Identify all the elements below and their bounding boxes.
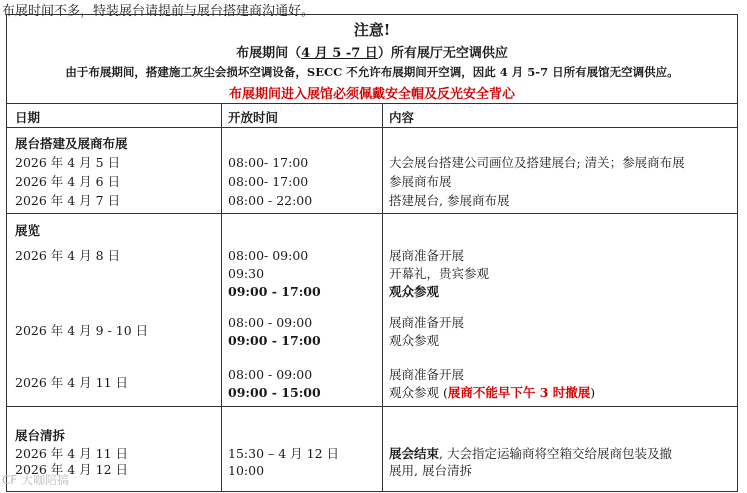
content-cell: 大会展台搭建公司画位及搭建展台; 清关；参展商布展 xyxy=(389,155,685,170)
section-exhibition-title: 展览 xyxy=(15,223,41,238)
divider xyxy=(7,213,737,214)
schedule-table xyxy=(6,14,738,492)
notice-safety: 布展期间进入展馆必须佩戴安全帽及反光安全背心 xyxy=(228,87,515,102)
watermark: CF 大咖陪搞 xyxy=(2,473,70,487)
teardown-warning: 展商不能早下午 3 时撤展 xyxy=(447,385,591,400)
date-cell: 2026 年 4 月 5 日 xyxy=(15,155,121,170)
content-text: , 大会指定运输商将空箱交给展商包装及撤 xyxy=(439,446,672,461)
content-cell: 展商准备开展 xyxy=(389,248,465,263)
date-cell: 2026 年 4 月 6 日 xyxy=(15,174,121,189)
time-cell: 08:00- 09:00 xyxy=(228,248,309,263)
content-cell: 搭建展台, 参展商布展 xyxy=(389,193,510,208)
date-cell: 2026 年 4 月 11 日 xyxy=(15,375,129,390)
notice-line1-pre: 布展期间（ xyxy=(236,46,302,61)
date-cell: 2026 年 4 月 9 - 10 日 xyxy=(15,323,149,338)
date-cell: 2026 年 4 月 7 日 xyxy=(15,193,121,208)
time-cell: 08:00- 17:00 xyxy=(228,174,309,189)
date-cell: 2026 年 4 月 12 日 xyxy=(15,462,129,477)
content-cell: 开幕礼，贵宾参观 xyxy=(389,266,490,281)
section-setup-title: 展台搭建及展商布展 xyxy=(15,136,128,151)
time-cell: 09:00 - 17:00 xyxy=(228,284,321,299)
notice-line1-post: ）所有展厅无空调供应 xyxy=(377,46,508,61)
time-cell: 08:00 - 09:00 xyxy=(228,367,313,382)
intro-text: 布展时间不多，特装展台请提前与展台搭建商沟通好。 xyxy=(2,4,315,19)
section-teardown-title: 展台清拆 xyxy=(15,428,66,443)
header-time: 开放时间 xyxy=(228,110,279,125)
content-cell: 观众参观 xyxy=(389,333,440,348)
content-cell xyxy=(389,446,672,461)
date-cell: 2026 年 4 月 8 日 xyxy=(15,248,121,263)
time-cell: 08:00 - 22:00 xyxy=(228,193,313,208)
event-end-label: 展会结束 xyxy=(389,446,440,461)
notice-line2: 由于布展期间，搭建施工灰尘会损坏空调设备，SECC 不允许布展期间开空调，因此 4 月 5-7 日所有展馆无空调供应。 xyxy=(65,65,679,79)
notice-line1 xyxy=(7,42,737,61)
content-text: 观众参观 ( xyxy=(389,385,448,400)
time-cell: 10:00 xyxy=(228,463,265,478)
notice-title: 注意! xyxy=(353,21,391,39)
time-cell: 08:00- 17:00 xyxy=(228,155,309,170)
date-cell: 2026 年 4 月 11 日 xyxy=(15,446,129,461)
content-cell xyxy=(389,385,595,400)
content-cell: 展商准备开展 xyxy=(389,315,465,330)
divider xyxy=(7,103,737,104)
header-date: 日期 xyxy=(15,110,41,125)
time-cell: 09:00 - 17:00 xyxy=(228,333,321,348)
column-divider xyxy=(221,103,222,492)
time-cell: 08:00 - 09:00 xyxy=(228,315,313,330)
time-cell: 09:00 - 15:00 xyxy=(228,385,321,400)
notice-dates: 4 月 5 -7 日 xyxy=(301,46,378,61)
content-cell: 参展商布展 xyxy=(389,174,452,189)
header-content: 内容 xyxy=(389,110,415,125)
content-cell: 展商准备开展 xyxy=(389,367,465,382)
divider xyxy=(7,127,737,128)
content-cell: 展用, 展台清拆 xyxy=(389,463,472,478)
time-cell: 15:30 – 4 月 12 日 xyxy=(228,446,339,461)
content-cell: 观众参观 xyxy=(389,284,440,299)
column-divider xyxy=(382,103,383,492)
time-cell: 09:30 xyxy=(228,266,265,281)
divider xyxy=(7,406,737,407)
content-text: ) xyxy=(590,385,596,400)
